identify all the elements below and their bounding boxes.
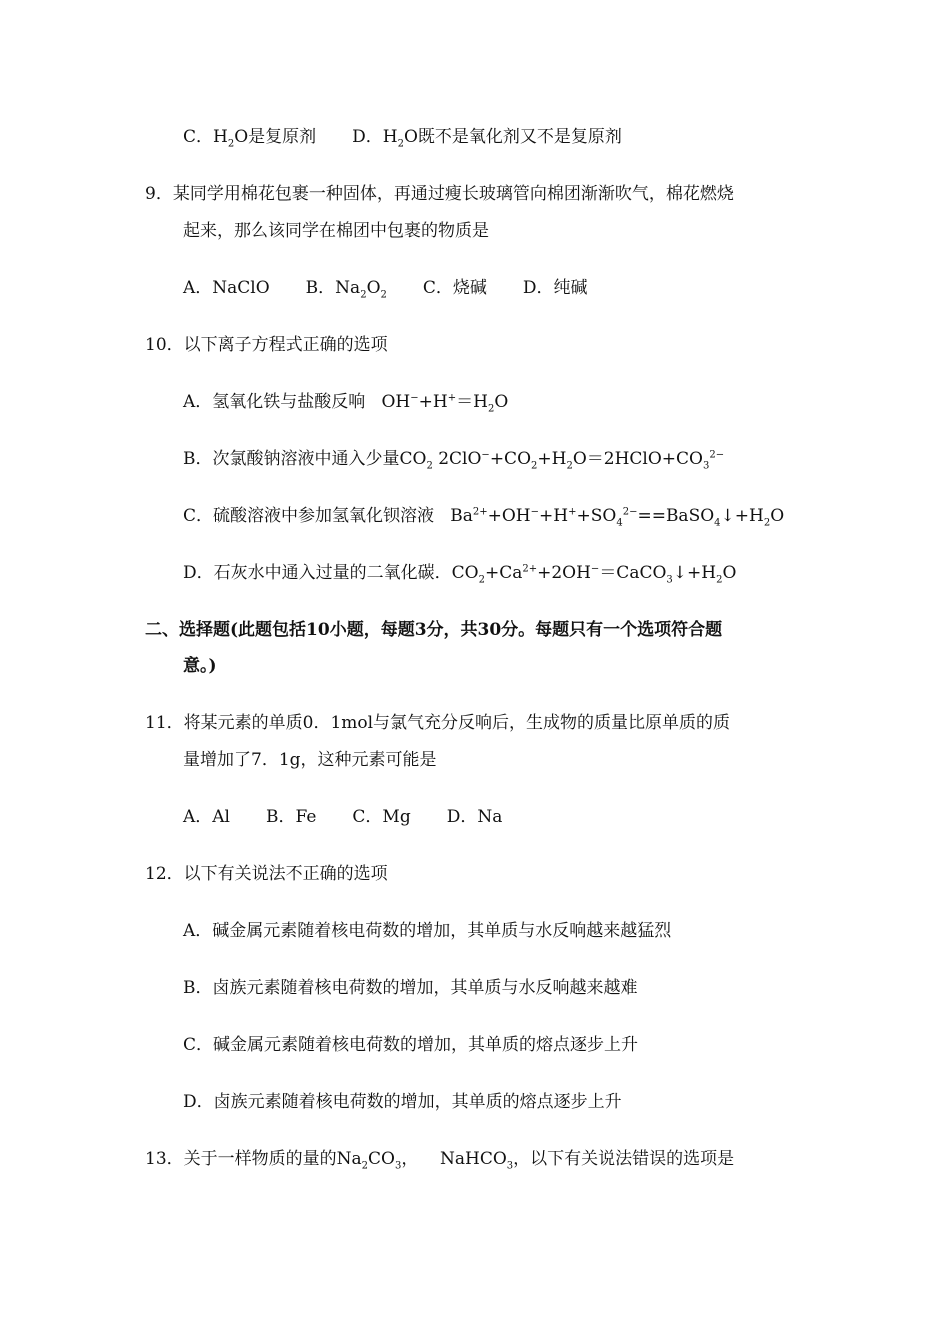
- q10-option-d: D．石灰水中通入过量的二氧化碳．$CO_2+Ca^{2+}+2OH^-=CaCO_3↓+H_2O$: [183, 563, 737, 586]
- q13-stem: 13．关于一样物质的量的$Na_2CO_3$， NaHCO$_3$，以下有关说法错误的选项是: [145, 1149, 735, 1172]
- q9-option-a: A．NaClO: [183, 278, 270, 298]
- q11-stem-line1: 11．将某元素的单质0．1mol与氯气充分反响后，生成物的质量比原单质的质: [145, 713, 731, 733]
- q8-option-c: C．$H_2O$是复原剂: [183, 127, 317, 150]
- q10-option-c: C．硫酸溶液中参加氢氧化钡溶液 $Ba^{2+}+OH^-+H^++SO_4^{2-}==BaSO_4↓+H_2O$: [183, 506, 785, 529]
- q11-option-a: A．Al: [183, 807, 230, 827]
- q11-option-d: D．Na: [446, 807, 503, 827]
- q9-option-d: D．纯碱: [522, 278, 588, 298]
- q9-option-b: B．$Na_2O_2$: [305, 278, 387, 301]
- section2-heading-line2: 意。): [183, 656, 217, 676]
- q11-option-b: B．Fe: [266, 807, 317, 827]
- q9-option-c: C．烧碱: [422, 278, 487, 298]
- section2-heading-line1: 二、选择题(此题包括10小题，每题3分，共30分。每题只有一个选项符合题: [145, 620, 723, 640]
- q9-stem-line2: 起来，那么该同学在棉团中包裹的物质是: [183, 221, 489, 241]
- q12-option-c: C．碱金属元素随着核电荷数的增加，其单质的熔点逐步上升: [183, 1035, 639, 1055]
- q10-option-a: A．氢氧化铁与盐酸反响 $OH^-+H^+=H_2O$: [183, 392, 509, 415]
- q11-option-c: C．Mg: [352, 807, 411, 827]
- q9-stem-line1: 9．某同学用棉花包裹一种固体，再通过瘦长玻璃管向棉团渐渐吹气，棉花燃烧: [145, 184, 734, 204]
- q10-stem: 10．以下离子方程式正确的选项: [145, 335, 388, 355]
- q9-options: [183, 277, 588, 299]
- q8-option-d: D．$H_2O$既不是氧化剂又不是复原剂: [352, 127, 622, 150]
- q12-stem: 12．以下有关说法不正确的选项: [145, 864, 388, 884]
- q11-options: [183, 806, 502, 828]
- q10-option-b: B．次氯酸钠溶液中通入少量$CO_2$ $2ClO^-+CO_2+H_2O=2HClO+CO_3^{2-}$: [183, 449, 725, 472]
- q12-option-d: D．卤族元素随着核电荷数的增加，其单质的熔点逐步上升: [183, 1092, 622, 1112]
- q12-option-b: B．卤族元素随着核电荷数的增加，其单质与水反响越来越难: [183, 978, 638, 998]
- q12-option-a: A．碱金属元素随着核电荷数的增加，其单质与水反响越来越猛烈: [183, 921, 672, 941]
- q8-options-cd: [183, 126, 622, 148]
- q11-stem-line2: 量增加了7．1g，这种元素可能是: [183, 750, 437, 770]
